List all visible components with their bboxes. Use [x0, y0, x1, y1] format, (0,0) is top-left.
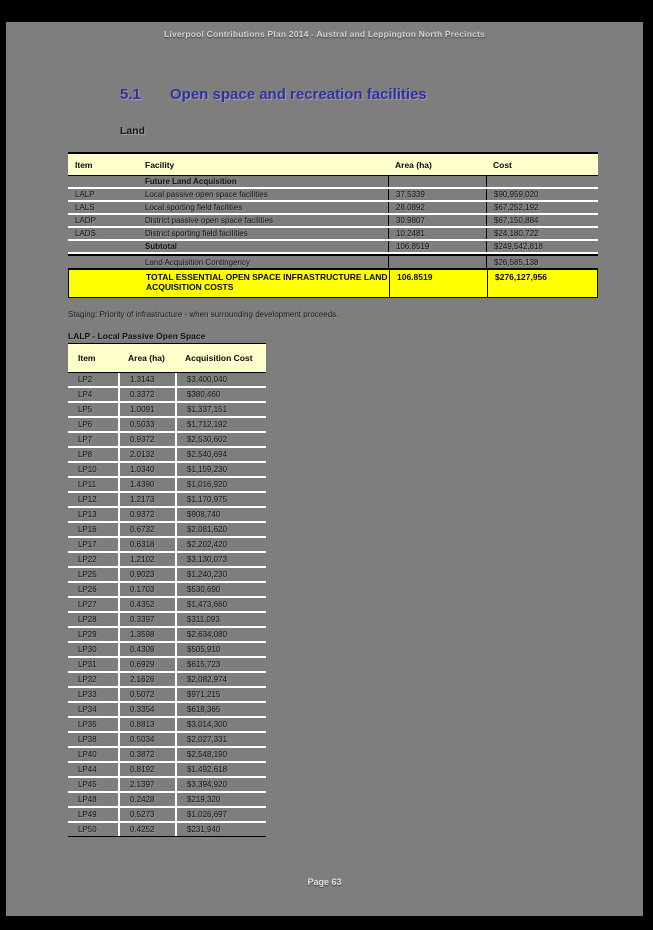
item-cell: LP22	[78, 555, 97, 564]
acquisition-cost-cell: $1,240,230	[175, 568, 266, 581]
staging-note: Staging: Priority of infrastructure - when surrounding development proceeds.	[68, 310, 339, 319]
cost-cell: $90,959,020	[486, 189, 598, 200]
total-area: 106.8519	[389, 270, 487, 297]
table-header-row	[68, 152, 598, 176]
acquisition-cost-cell: $1,026,697	[175, 808, 266, 821]
area-cell: 0.3872	[118, 748, 175, 761]
item-cell	[69, 270, 139, 274]
table-row	[68, 763, 266, 778]
acquisition-cost-cell: $618,365	[175, 703, 266, 716]
area-cell: 10.2481	[388, 228, 486, 239]
cost-cell: $26,585,138	[486, 256, 598, 268]
item-cell: LP10	[78, 465, 97, 474]
table-row	[68, 583, 266, 598]
table-row	[68, 658, 266, 673]
acquisition-cost-cell: $2,548,190	[175, 748, 266, 761]
table-row	[68, 778, 266, 793]
facility-cell: Local passive open space facilities	[145, 190, 268, 199]
acquisition-cost-cell: $1,492,618	[175, 763, 266, 776]
item-cell	[68, 241, 138, 252]
table-row	[68, 703, 266, 718]
item-cell: LP38	[78, 735, 97, 744]
facility-cell: Local sporting field facilities	[145, 203, 243, 212]
table-row	[68, 418, 266, 433]
table-row	[68, 823, 266, 837]
item-cell: LP6	[78, 420, 93, 429]
table-header-row	[68, 343, 266, 373]
cost-cell: $67,150,884	[486, 215, 598, 226]
acquisition-cost-cell: $615,723	[175, 658, 266, 671]
table-row	[68, 448, 266, 463]
item-cell: LADS	[75, 229, 96, 238]
item-cell: LP25	[78, 570, 97, 579]
item-cell: LP2	[78, 375, 93, 384]
acquisition-cost-cell: $2,027,331	[175, 733, 266, 746]
table-row	[68, 202, 598, 215]
item-cell	[68, 256, 138, 268]
table-row	[68, 598, 266, 613]
column-header-acquisition-cost: Acquisition Cost	[185, 353, 253, 363]
area-cell: 106.8519	[388, 241, 486, 252]
item-cell: LP5	[78, 405, 93, 414]
table-row	[68, 673, 266, 688]
item-cell: LALP	[75, 190, 95, 199]
item-cell: LP28	[78, 615, 97, 624]
acquisition-cost-cell: $311,093	[175, 613, 266, 626]
acquisition-cost-cell: $3,130,073	[175, 553, 266, 566]
acquisition-cost-cell: $2,530,602	[175, 433, 266, 446]
area-cell: 1.2102	[118, 553, 175, 566]
table-row	[68, 643, 266, 658]
facility-cell: Future Land Acquisition	[145, 177, 237, 186]
acquisition-cost-cell: $2,082,974	[175, 673, 266, 686]
acquisition-cost-cell: $2,540,694	[175, 448, 266, 461]
page-number: Page 63	[307, 877, 342, 887]
section-title: Open space and recreation facilities	[170, 86, 427, 103]
cost-cell: $24,180,722	[486, 228, 598, 239]
column-header-item: Item	[78, 353, 96, 363]
item-cell: LP8	[78, 450, 93, 459]
acquisition-cost-cell: $2,202,420	[175, 538, 266, 551]
table-row	[68, 718, 266, 733]
table-body	[68, 176, 598, 269]
area-cell: 0.6732	[118, 523, 175, 536]
item-cell: LP49	[78, 810, 97, 819]
acquisition-cost-cell: $2,081,620	[175, 523, 266, 536]
acquisition-cost-cell: $231,940	[175, 823, 266, 836]
running-header: Liverpool Contributions Plan 2014 - Austral and Leppington North Precincts	[164, 29, 485, 39]
area-cell: 0.5273	[118, 808, 175, 821]
area-cell: 0.4252	[118, 823, 175, 836]
item-cell: LALS	[75, 203, 95, 212]
table-row	[68, 478, 266, 493]
item-cell: LP35	[78, 720, 97, 729]
lalp-table-title: LALP - Local Passive Open Space	[68, 331, 206, 341]
table-row	[68, 254, 598, 269]
table-row	[68, 241, 598, 254]
area-cell: 0.3397	[118, 613, 175, 626]
item-cell: LP29	[78, 630, 97, 639]
item-cell: LP31	[78, 660, 97, 669]
total-cost: $276,127,956	[487, 270, 599, 297]
area-cell: 0.2428	[118, 793, 175, 806]
area-cell: 0.1703	[118, 583, 175, 596]
table-row	[68, 688, 266, 703]
table-row	[68, 553, 266, 568]
item-cell: LP12	[78, 495, 97, 504]
section-heading	[120, 86, 427, 103]
area-cell: 1.0091	[118, 403, 175, 416]
area-cell: 0.3372	[118, 388, 175, 401]
cost-cell: $67,252,192	[486, 202, 598, 213]
item-cell: LP11	[78, 480, 97, 489]
acquisition-cost-cell: $3,394,920	[175, 778, 266, 791]
total-row	[68, 269, 598, 298]
facility-cell: District sporting field facilities	[145, 229, 248, 238]
cost-cell: $249,542,818	[486, 241, 598, 252]
area-cell: 2.1397	[118, 778, 175, 791]
table-row	[68, 733, 266, 748]
area-cell: 0.5033	[118, 418, 175, 431]
acquisition-cost-cell: $530,690	[175, 583, 266, 596]
acquisition-cost-cell: $1,473,660	[175, 598, 266, 611]
acquisition-cost-cell: $1,337,151	[175, 403, 266, 416]
area-cell: 2.1626	[118, 673, 175, 686]
acquisition-cost-cell: $908,740	[175, 508, 266, 521]
column-header-facility: Facility	[145, 159, 175, 170]
acquisition-cost-cell: $971,215	[175, 688, 266, 701]
document-page	[6, 22, 643, 916]
item-cell: LP7	[78, 435, 93, 444]
area-cell	[388, 176, 486, 187]
item-cell: LP48	[78, 795, 97, 804]
facility-cell: Land Acquisition Contingency	[145, 257, 250, 267]
column-header-cost: Cost	[493, 159, 512, 170]
area-cell	[388, 256, 486, 268]
table-row	[68, 538, 266, 553]
item-cell: LP27	[78, 600, 97, 609]
table-row	[68, 463, 266, 478]
acquisition-cost-cell: $219,320	[175, 793, 266, 806]
table-row	[68, 433, 266, 448]
item-cell: LP50	[78, 825, 97, 834]
item-cell: LP26	[78, 585, 97, 594]
item-cell: LP30	[78, 645, 97, 654]
facility-cell: District passive open space facilities	[145, 216, 274, 225]
table-row	[68, 215, 598, 228]
table-row	[68, 628, 266, 643]
acquisition-cost-cell: $505,910	[175, 643, 266, 656]
area-cell: 0.9372	[118, 508, 175, 521]
table-row	[68, 373, 266, 388]
table-body	[68, 373, 266, 837]
table-row	[68, 508, 266, 523]
acquisition-cost-cell: $1,712,192	[175, 418, 266, 431]
table-row	[68, 568, 266, 583]
column-header-item: Item	[75, 159, 93, 170]
item-cell: LP34	[78, 705, 97, 714]
item-cell	[68, 176, 138, 187]
item-cell: LP32	[78, 675, 97, 684]
area-cell: 0.8192	[118, 763, 175, 776]
area-cell: 37.5339	[388, 189, 486, 200]
column-header-area: Area (ha)	[395, 159, 432, 170]
acquisition-cost-cell: $1,170,975	[175, 493, 266, 506]
table-row	[68, 748, 266, 763]
land-subheading: Land	[120, 125, 146, 137]
area-cell: 0.8813	[118, 718, 175, 731]
acquisition-cost-cell: $3,014,300	[175, 718, 266, 731]
area-cell: 0.5034	[118, 733, 175, 746]
acquisition-cost-cell: $1,159,230	[175, 463, 266, 476]
area-cell: 0.4309	[118, 643, 175, 656]
area-cell: 0.6318	[118, 538, 175, 551]
table-row	[68, 403, 266, 418]
area-cell: 0.9372	[118, 433, 175, 446]
item-cell: LP33	[78, 690, 97, 699]
column-header-area: Area (ha)	[128, 353, 165, 363]
table-row	[68, 228, 598, 241]
facility-cell: Subtotal	[145, 242, 177, 251]
area-cell: 1.4390	[118, 478, 175, 491]
table-row	[68, 189, 598, 202]
cost-cell	[486, 176, 598, 187]
table-row	[68, 493, 266, 508]
item-cell: LP45	[78, 780, 97, 789]
item-cell: LP4	[78, 390, 93, 399]
item-cell: LP13	[78, 510, 97, 519]
area-cell: 0.5072	[118, 688, 175, 701]
area-cell: 1.3143	[118, 373, 175, 386]
table-row	[68, 176, 598, 189]
total-label: TOTAL ESSENTIAL OPEN SPACE INFRASTRUCTURE LAND ACQUISITION COSTS	[146, 272, 388, 292]
table-row	[68, 793, 266, 808]
area-cell: 1.2173	[118, 493, 175, 506]
item-cell: LP17	[78, 540, 97, 549]
acquisition-cost-cell: $2,634,080	[175, 628, 266, 641]
section-number: 5.1	[120, 86, 141, 103]
acquisition-cost-cell: $3,400,040	[175, 373, 266, 386]
land-acquisition-table	[68, 152, 598, 298]
item-cell: LADP	[75, 216, 96, 225]
area-cell: 28.0892	[388, 202, 486, 213]
acquisition-cost-cell: $1,016,920	[175, 478, 266, 491]
item-cell: LP44	[78, 765, 97, 774]
item-cell: LP16	[78, 525, 97, 534]
area-cell: 0.6929	[118, 658, 175, 671]
table-row	[68, 808, 266, 823]
area-cell: 0.9023	[118, 568, 175, 581]
area-cell: 0.3354	[118, 703, 175, 716]
area-cell: 0.4352	[118, 598, 175, 611]
area-cell: 2.0132	[118, 448, 175, 461]
table-row	[68, 388, 266, 403]
item-cell: LP40	[78, 750, 97, 759]
lalp-open-space-table	[68, 343, 266, 837]
acquisition-cost-cell: $380,460	[175, 388, 266, 401]
table-row	[68, 613, 266, 628]
area-cell: 1.0340	[118, 463, 175, 476]
area-cell: 30.9807	[388, 215, 486, 226]
table-row	[68, 523, 266, 538]
area-cell: 1.3598	[118, 628, 175, 641]
